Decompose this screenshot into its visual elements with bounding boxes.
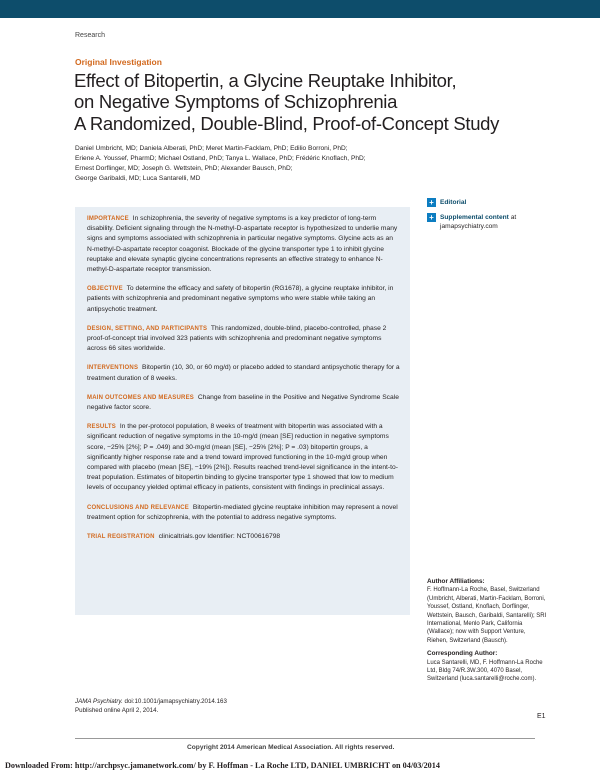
supplemental-link[interactable]	[427, 213, 547, 231]
page-number: E1	[537, 713, 546, 720]
supplemental-url: at jamapsychiatry.com	[440, 214, 517, 230]
title-line-2: on Negative Symptoms of Schizophrenia	[74, 91, 398, 112]
section-text: clinicaltrials.gov Identifier: NCT00616798	[158, 533, 281, 541]
article-type: Original Investigation	[75, 57, 162, 67]
section-text: Bitopertin (10, 30, or 60 mg/d) or placebo added to standard antipsychotic therapy for a treatment duration of 8 weeks.	[87, 364, 400, 382]
plus-icon: +	[427, 198, 436, 207]
section-head: IMPORTANCE	[87, 216, 129, 222]
citation-doi-line	[75, 697, 375, 706]
section-text: To determine the efficacy and safety of bitopertin (RG1678), a glycine reuptake inhibitor, in patients with schizophrenia and predominant negative symptoms who were stable while taking an antipsychotic treatment.	[87, 285, 394, 313]
section-head: INTERVENTIONS	[87, 365, 139, 372]
doi-text: doi:10.1001/jamapsychiatry.2014.163	[122, 698, 227, 705]
author-line: Daniel Umbricht, MD; Daniela Alberati, PhD; Meret Martin-Facklam, PhD; Edilio Borroni, PhD;	[75, 145, 348, 152]
affiliations-head: Author Affiliations:	[427, 578, 485, 585]
supplemental-label: Supplemental content	[440, 214, 509, 221]
section-label: Research	[75, 32, 105, 39]
supplemental-text	[440, 213, 547, 231]
published-date: Published online April 2, 2014.	[75, 707, 159, 714]
plus-icon: +	[427, 213, 436, 222]
author-line: George Garibaldi, MD; Luca Santarelli, MD	[75, 175, 201, 182]
author-list	[75, 144, 415, 184]
section-text: This randomized, double-blind, placebo-controlled, phase 2 proof-of-concept trial involved 323 patients with schizophrenia and predominant negative symptoms across 66 sites worldwide.	[87, 324, 387, 353]
corresponding-text: Luca Santarelli, MD, F. Hoffmann-La Roche Ltd, Bldg 74/R.3W.300, 4070 Basel, Switzerland (luca.santarelli@roche.com).	[427, 659, 543, 683]
author-line: Ernest Dorflinger, MD; Joseph G. Wettstein, PhD; Alexander Bausch, PhD;	[75, 165, 293, 172]
author-line: Eriene A. Youssef, PharmD; Michael Ostland, PhD; Tanya L. Wallace, PhD; Frédéric Knoflach, PhD;	[75, 155, 366, 162]
section-text: Change from baseline in the Positive and Negative Syndrome Scale negative factor score.	[87, 393, 399, 412]
corresponding-block	[427, 650, 547, 684]
section-head: MAIN OUTCOMES AND MEASURES	[87, 394, 194, 401]
abstract-conclusions	[87, 503, 400, 523]
title-line-1: Effect of Bitopertin, a Glycine Reuptake Inhibitor,	[74, 70, 457, 91]
section-text: Bitopertin-mediated glycine reuptake inhibition may represent a novel treatment option for schizophrenia, with the potential to address negative symptoms.	[87, 503, 398, 521]
abstract-registration	[87, 532, 400, 542]
section-head: OBJECTIVE	[87, 286, 123, 293]
section-text: In the per-protocol population, 8 weeks of treatment with bitopertin was associated with a significant reduction of negative symptoms in the 10-mg/d (mean [SE] reduction in negative symptoms score, −25% [2%]; P = .049) and 30-mg/d (mean [SE], −25% [2%]; P = .03) bitopertin groups, a significantly higher response rate and a trend toward improved functioning in the 10-mg/d group when compared with placebo (mean [SE], −19% [2%]). Results reached trend-level significance in the intent-to-treat population. Estimates of bitopertin binding to glycine transporter type 1 showed that low to medium levels of occupancy yielded optimal efficacy in patients, consistent with findings in preclinical assays.	[87, 423, 398, 492]
section-head: DESIGN, SETTING, AND PARTICIPANTS	[87, 325, 208, 332]
abstract-interventions	[87, 363, 400, 383]
copyright-notice: Copyright 2014 American Medical Association. All rights reserved.	[187, 744, 395, 751]
affiliations-text: F. Hoffmann-La Roche, Basel, Switzerland (Umbricht, Alberati, Martin-Facklam, Borroni, Youssef, Ostland, Knoflach, Dorflinger, Wettstein, Bausch, Garibaldi, Santarelli); SRI International, Menlo Park, California (Wallace); now with Support Venture, Riehen, Switzerland (Bausch).	[427, 587, 547, 644]
abstract-outcomes	[87, 393, 400, 413]
abstract-objective	[87, 284, 400, 315]
footer-divider	[75, 738, 535, 739]
abstract-importance	[87, 214, 400, 275]
section-head: RESULTS	[87, 424, 116, 431]
article-subtitle: A Randomized, Double-Blind, Proof-of-Concept Study	[74, 113, 500, 134]
download-watermark: Downloaded From: http://archpsyc.jamanetwork.com/ by F. Hoffman - La Roche LTD, DANIEL UMBRICHT on 04/03/2014	[5, 761, 440, 770]
abstract-design	[87, 324, 400, 355]
header-bar	[0, 0, 600, 18]
section-head: TRIAL REGISTRATION	[87, 534, 155, 541]
affiliations-block	[427, 578, 547, 645]
side-links	[427, 198, 547, 237]
citation-block	[75, 697, 375, 715]
editorial-link[interactable]	[427, 198, 547, 207]
author-affiliations	[427, 578, 547, 689]
corresponding-head: Corresponding Author:	[427, 650, 498, 658]
journal-name: JAMA Psychiatry.	[75, 698, 123, 705]
article-title	[74, 70, 554, 112]
editorial-label: Editorial	[440, 199, 467, 206]
abstract-box	[75, 207, 410, 615]
section-text: In schizophrenia, the severity of negative symptoms is a key predictor of long-term disability. Deficient signaling through the N-methyl-D-aspartate receptor is hypothesized to underlie many signs and symptoms associated with schizophrenia in particular negative symptoms. Glycine acts as an N-methyl-D-aspartate receptor coagonist. Blockade of the glycine transporter type 1 to inhibit glycine reuptake and elevate synaptic glycine concentrations represents an effective strategy to enhance N-methyl-D-aspartate receptor transmission.	[87, 215, 398, 274]
section-head: CONCLUSIONS AND RELEVANCE	[87, 504, 190, 511]
abstract-results	[87, 422, 400, 493]
